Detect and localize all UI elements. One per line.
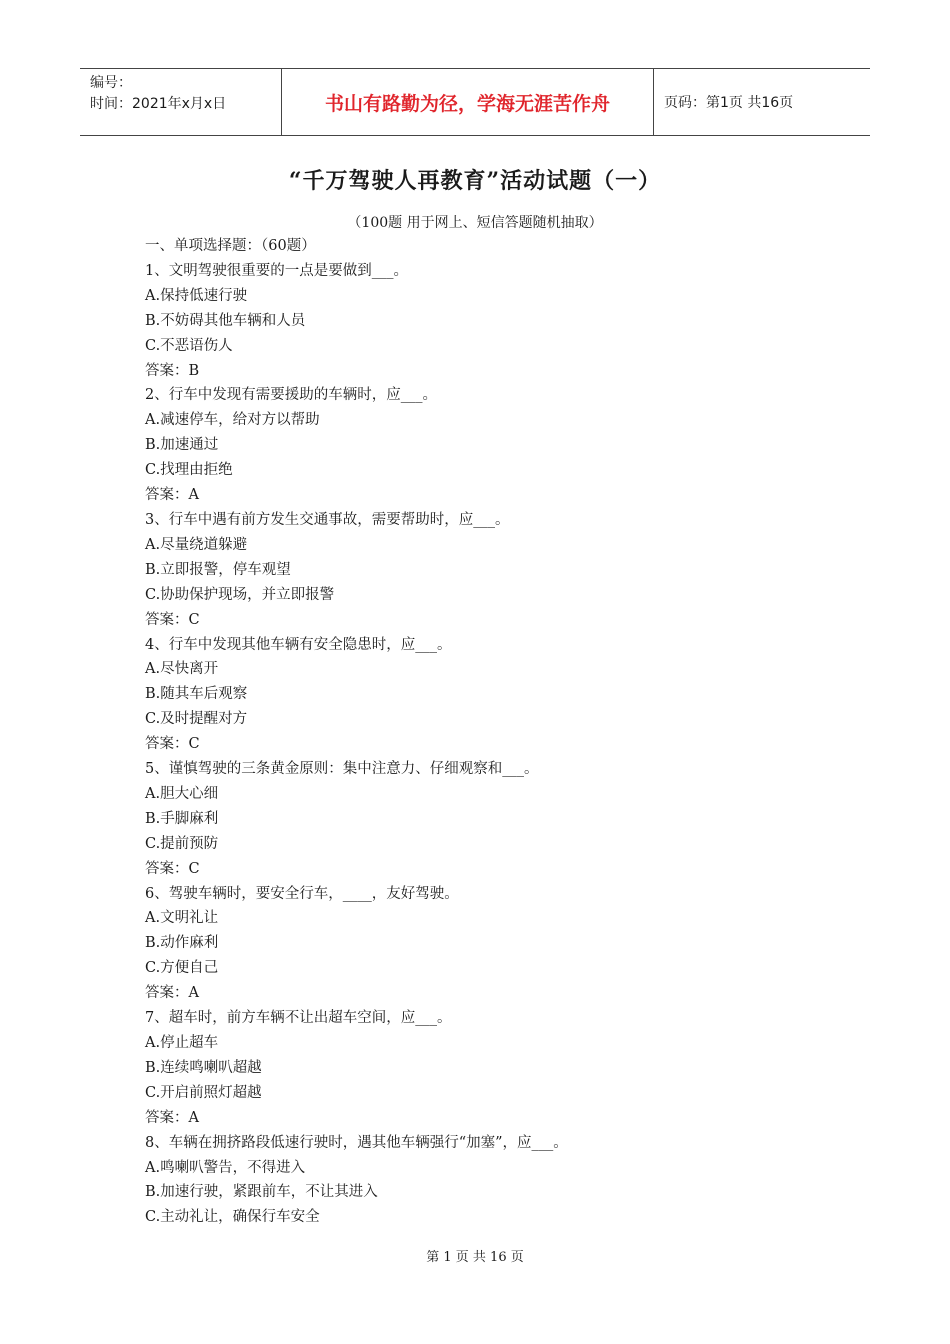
content-line: 5、谨慎驾驶的三条黄金原则：集中注意力、仔细观察和___。 (145, 761, 539, 778)
question-list (145, 234, 845, 1230)
content-line: 答案：C (145, 736, 200, 753)
content-line: 4、行车中发现其他车辆有安全隐患时，应___。 (145, 636, 452, 653)
page-header (80, 68, 870, 136)
content-line: B.不妨碍其他车辆和人员 (145, 312, 306, 329)
content-line: B.加速通过 (145, 437, 219, 454)
content-line: A.鸣喇叭警告，不得进入 (145, 1159, 306, 1176)
content-line: 答案：A (145, 985, 199, 1002)
content-line: 答案：B (145, 362, 200, 379)
content-line: A.减速停车，给对方以帮助 (145, 412, 320, 429)
date-label: 时间：2021年x月x日 (90, 96, 227, 112)
content-line: C.不恶语伤人 (145, 337, 233, 354)
content-line: 8、车辆在拥挤路段低速行驶时，遇其他车辆强行“加塞”，应___。 (145, 1134, 568, 1151)
content-line: A.胆大心细 (145, 785, 219, 802)
content-line: 一、单项选择题：（60题） (145, 238, 316, 254)
content-line: B.加速行驶，紧跟前车，不让其进入 (145, 1184, 378, 1201)
content-line: C.找理由拒绝 (145, 462, 233, 479)
document-title: “千万驾驶人再教育”活动试题（一） (288, 168, 662, 194)
content-line: 1、文明驾驶很重要的一点是要做到___。 (145, 262, 408, 279)
content-line: B.随其车后观察 (145, 686, 248, 703)
content-line: 答案：A (145, 1109, 199, 1126)
content-line: 6、驾驶车辆时，要安全行车，____，友好驾驶。 (145, 885, 459, 902)
content-line: B.动作麻利 (145, 935, 219, 952)
content-line: 答案：C (145, 611, 200, 628)
serial-label: 编号： (90, 75, 132, 91)
content-line: C.主动礼让，确保行车安全 (145, 1209, 320, 1226)
content-line: 2、行车中发现有需要援助的车辆时，应___。 (145, 387, 437, 404)
content-line: B.连续鸣喇叭超越 (145, 1059, 262, 1076)
page-footer: 第 1 页 共 16 页 (426, 1250, 524, 1265)
content-line: A.尽快离开 (145, 661, 219, 678)
header-page-info: 页码：第1页 共16页 (664, 95, 794, 111)
content-line: A.文明礼让 (145, 910, 219, 927)
content-line: C.提前预防 (145, 835, 219, 852)
content-line: A.尽量绕道躲避 (145, 536, 248, 553)
content-line: C.方便自己 (145, 960, 219, 977)
content-line: 3、行车中遇有前方发生交通事故，需要帮助时，应___。 (145, 511, 510, 528)
content-line: A.停止超车 (145, 1035, 219, 1051)
document-subtitle: （100题 用于网上、短信答题随机抽取） (347, 215, 603, 231)
content-line: 7、超车时，前方车辆不让出超车空间，应___。 (145, 1010, 452, 1027)
content-line: 答案：C (145, 860, 200, 877)
content-line: C.及时提醒对方 (145, 711, 248, 728)
content-line: B.手脚麻利 (145, 810, 219, 827)
header-motto: 书山有路勤为径，学海无涯苦作舟 (282, 69, 654, 135)
header-meta (80, 69, 282, 135)
content-line: 答案：A (145, 487, 199, 504)
content-line: A.保持低速行驶 (145, 287, 248, 304)
content-line: B.立即报警，停车观望 (145, 561, 291, 578)
content-line: C.协助保护现场，并立即报警 (145, 586, 335, 603)
content-line: C.开启前照灯超越 (145, 1084, 262, 1101)
